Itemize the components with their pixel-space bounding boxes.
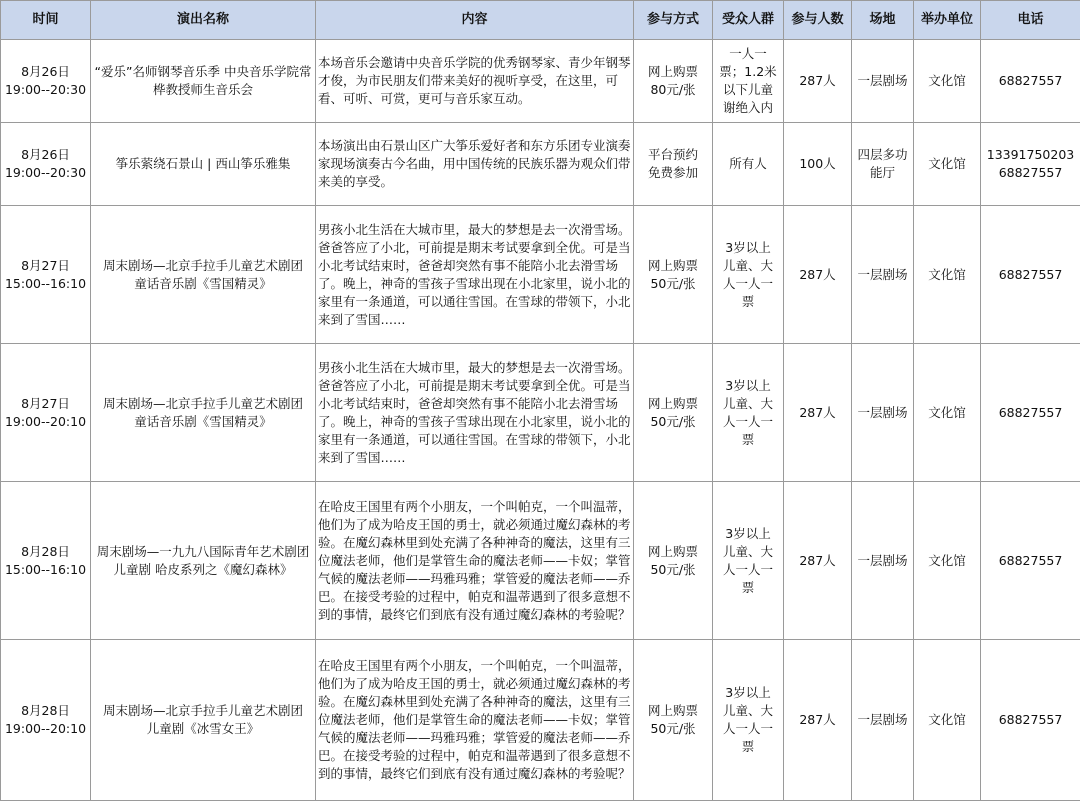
venue-text: 一层剧场 bbox=[857, 404, 908, 420]
count-cell: 100人 bbox=[784, 123, 852, 206]
time-cell bbox=[1, 344, 91, 482]
content-cell bbox=[316, 123, 634, 206]
content-cell bbox=[316, 40, 634, 123]
method-cell bbox=[634, 640, 713, 801]
header-host: 举办单位 bbox=[914, 1, 981, 40]
title-cell bbox=[91, 482, 316, 640]
content-text: 本场音乐会邀请中央音乐学院的优秀钢琴家、青少年钢琴才俊，为市民朋友们带来美好的视听享受，在这里，可看、可听、可赏，更可与音乐家互动。 bbox=[318, 55, 631, 106]
date-text: 8月27日 bbox=[21, 257, 70, 273]
method-text: 网上购票 50元/张 bbox=[647, 543, 698, 577]
audience-cell bbox=[713, 482, 784, 640]
date-text: 8月27日 bbox=[21, 395, 70, 411]
method-text: 网上购票 50元/张 bbox=[647, 257, 698, 291]
date-text: 8月28日 bbox=[21, 703, 70, 718]
time-text: 19:00--20:30 bbox=[4, 82, 87, 97]
audience-cell bbox=[713, 640, 784, 801]
venue-cell bbox=[852, 40, 914, 123]
date-text: 8月26日 bbox=[21, 64, 70, 79]
header-row bbox=[1, 1, 1080, 40]
audience-text: 3岁以上 儿童、大 人一人一 票 bbox=[722, 685, 773, 754]
phone-cell bbox=[981, 40, 1080, 123]
time-cell bbox=[1, 123, 91, 206]
time-text: 15:00--16:10 bbox=[4, 275, 87, 291]
content-text: 男孩小北生活在大城市里，最大的梦想是去一次滑雪场。爸爸答应了小北，可前提是期末考试要拿到全优。可是当小北考试结束时，爸爸却突然有事不能陪小北去滑雪场了。晚上，神奇的雪孩子雪球出现在小北家里，说小北的家里有一条通道，可以通往雪国。在雪球的带领下，小北来到了雪国…… bbox=[318, 359, 631, 465]
phone-text: 68827557 bbox=[998, 266, 1063, 282]
venue-text: 一层剧场 bbox=[857, 552, 908, 568]
header-method: 参与方式 bbox=[634, 1, 713, 40]
title-cell bbox=[91, 206, 316, 344]
time-cell bbox=[1, 206, 91, 344]
audience-cell bbox=[713, 206, 784, 344]
table-row bbox=[1, 40, 1080, 123]
title-text: 周末剧场—北京手拉手儿童艺术剧团 童话音乐剧《雪国精灵》 bbox=[102, 395, 303, 429]
count-cell: 287人 bbox=[784, 482, 852, 640]
table-row bbox=[1, 123, 1080, 206]
phone-cell bbox=[981, 482, 1080, 640]
phone-cell bbox=[981, 123, 1080, 206]
venue-cell bbox=[852, 206, 914, 344]
venue-cell bbox=[852, 482, 914, 640]
table-row bbox=[1, 206, 1080, 344]
title-cell bbox=[91, 40, 316, 123]
title-text: “爱乐”名师钢琴音乐季 中央音乐学院常桦教授师生音乐会 bbox=[94, 64, 312, 97]
title-cell bbox=[91, 344, 316, 482]
count-cell: 287人 bbox=[784, 206, 852, 344]
phone-text: 68827557 bbox=[998, 404, 1063, 420]
header-count: 参与人数 bbox=[784, 1, 852, 40]
method-cell bbox=[634, 123, 713, 206]
header-content: 内容 bbox=[316, 1, 634, 40]
time-cell bbox=[1, 640, 91, 801]
method-text: 平台预约 免费参加 bbox=[647, 147, 698, 180]
table-row bbox=[1, 344, 1080, 482]
title-text: 周末剧场—一九九八国际青年艺术剧团 儿童剧 哈皮系列之《魔幻森林》 bbox=[96, 543, 310, 577]
content-cell bbox=[316, 206, 634, 344]
date-text: 8月26日 bbox=[21, 147, 70, 162]
audience-text: 3岁以上 儿童、大 人一人一 票 bbox=[722, 239, 773, 309]
time-text: 19:00--20:30 bbox=[4, 165, 87, 180]
title-cell bbox=[91, 123, 316, 206]
content-text: 在哈皮王国里有两个小朋友，一个叫帕克，一个叫温蒂，他们为了成为哈皮王国的勇士，就必须通过魔幻森林的考验。在魔幻森林里到处充满了各种神奇的魔法，这里有三位魔法老师，他们是掌管生命的魔法老师——卡奴；掌管气候的魔法老师——玛雅玛雅；掌管爱的魔法老师——乔巴。在接受考验的过程中，帕克和温蒂遇到了很多意想不到的事情，最终它们到底有没有通过魔幻森林的考验呢？ bbox=[318, 658, 631, 781]
time-cell bbox=[1, 40, 91, 123]
phone-cell bbox=[981, 344, 1080, 482]
count-cell: 287人 bbox=[784, 344, 852, 482]
content-cell bbox=[316, 344, 634, 482]
venue-cell bbox=[852, 123, 914, 206]
phone-text: 13391750203 68827557 bbox=[986, 147, 1075, 180]
host-cell: 文化馆 bbox=[914, 344, 981, 482]
venue-text: 一层剧场 bbox=[857, 266, 908, 282]
audience-cell bbox=[713, 123, 784, 206]
method-text: 网上购票 80元/张 bbox=[647, 64, 698, 97]
time-text: 19:00--20:10 bbox=[4, 721, 87, 736]
phone-cell bbox=[981, 640, 1080, 801]
audience-cell bbox=[713, 40, 784, 123]
date-text: 8月28日 bbox=[21, 543, 70, 559]
content-cell bbox=[316, 640, 634, 801]
host-cell: 文化馆 bbox=[914, 123, 981, 206]
audience-cell bbox=[713, 344, 784, 482]
header-audience: 受众人群 bbox=[713, 1, 784, 40]
title-text: 筝乐萦绕石景山 | 西山筝乐雅集 bbox=[115, 156, 291, 171]
time-text: 15:00--16:10 bbox=[4, 561, 87, 577]
header-time: 时间 bbox=[1, 1, 91, 40]
content-cell bbox=[316, 482, 634, 640]
audience-text: 3岁以上 儿童、大 人一人一 票 bbox=[722, 377, 773, 447]
venue-cell bbox=[852, 640, 914, 801]
title-cell bbox=[91, 640, 316, 801]
count-cell: 287人 bbox=[784, 40, 852, 123]
header-title: 演出名称 bbox=[91, 1, 316, 40]
method-cell bbox=[634, 206, 713, 344]
phone-text: 68827557 bbox=[998, 552, 1063, 568]
phone-text: 68827557 bbox=[998, 73, 1063, 88]
audience-text: 3岁以上 儿童、大 人一人一 票 bbox=[722, 525, 773, 595]
venue-text: 一层剧场 bbox=[857, 712, 908, 727]
host-cell: 文化馆 bbox=[914, 40, 981, 123]
phone-text: 68827557 bbox=[998, 712, 1063, 727]
method-text: 网上购票 50元/张 bbox=[647, 703, 698, 736]
audience-text: 一人一 票；1.2米 以下儿童 谢绝入内 bbox=[719, 46, 777, 115]
time-cell bbox=[1, 482, 91, 640]
venue-text: 一层剧场 bbox=[857, 73, 908, 88]
table-row bbox=[1, 640, 1080, 801]
venue-cell bbox=[852, 344, 914, 482]
content-text: 男孩小北生活在大城市里，最大的梦想是去一次滑雪场。爸爸答应了小北，可前提是期末考试要拿到全优。可是当小北考试结束时，爸爸却突然有事不能陪小北去滑雪场了。晚上，神奇的雪孩子雪球出现在小北家里，说小北的家里有一条通道，可以通往雪国。在雪球的带领下，小北来到了雪国…… bbox=[318, 221, 631, 327]
content-text: 本场演出由石景山区广大筝乐爱好者和东方乐团专业演奏家现场演奏古今名曲，用中国传统的民族乐器为观众们带来美的享受。 bbox=[318, 138, 631, 189]
content-text: 在哈皮王国里有两个小朋友，一个叫帕克，一个叫温蒂，他们为了成为哈皮王国的勇士，就必须通过魔幻森林的考验。在魔幻森林里到处充满了各种神奇的魔法，这里有三位魔法老师，他们是掌管生命的魔法老师——卡奴；掌管气候的魔法老师——玛雅玛雅；掌管爱的魔法老师——乔巴。在接受考验的过程中，帕克和温蒂遇到了很多意想不到的事情，最终它们到底有没有通过魔幻森林的考验呢？ bbox=[318, 498, 631, 622]
header-phone: 电话 bbox=[981, 1, 1080, 40]
audience-text: 所有人 bbox=[729, 156, 767, 171]
time-text: 19:00--20:10 bbox=[4, 413, 87, 429]
host-cell: 文化馆 bbox=[914, 640, 981, 801]
title-text: 周末剧场—北京手拉手儿童艺术剧团 儿童剧《冰雪女王》 bbox=[102, 703, 303, 736]
method-cell bbox=[634, 344, 713, 482]
table-row bbox=[1, 482, 1080, 640]
venue-text: 四层多功 能厅 bbox=[857, 147, 908, 180]
count-cell: 287人 bbox=[784, 640, 852, 801]
title-text: 周末剧场—北京手拉手儿童艺术剧团 童话音乐剧《雪国精灵》 bbox=[102, 257, 303, 291]
method-text: 网上购票 50元/张 bbox=[647, 395, 698, 429]
header-venue: 场地 bbox=[852, 1, 914, 40]
phone-cell bbox=[981, 206, 1080, 344]
method-cell bbox=[634, 482, 713, 640]
method-cell bbox=[634, 40, 713, 123]
host-cell: 文化馆 bbox=[914, 482, 981, 640]
host-cell: 文化馆 bbox=[914, 206, 981, 344]
